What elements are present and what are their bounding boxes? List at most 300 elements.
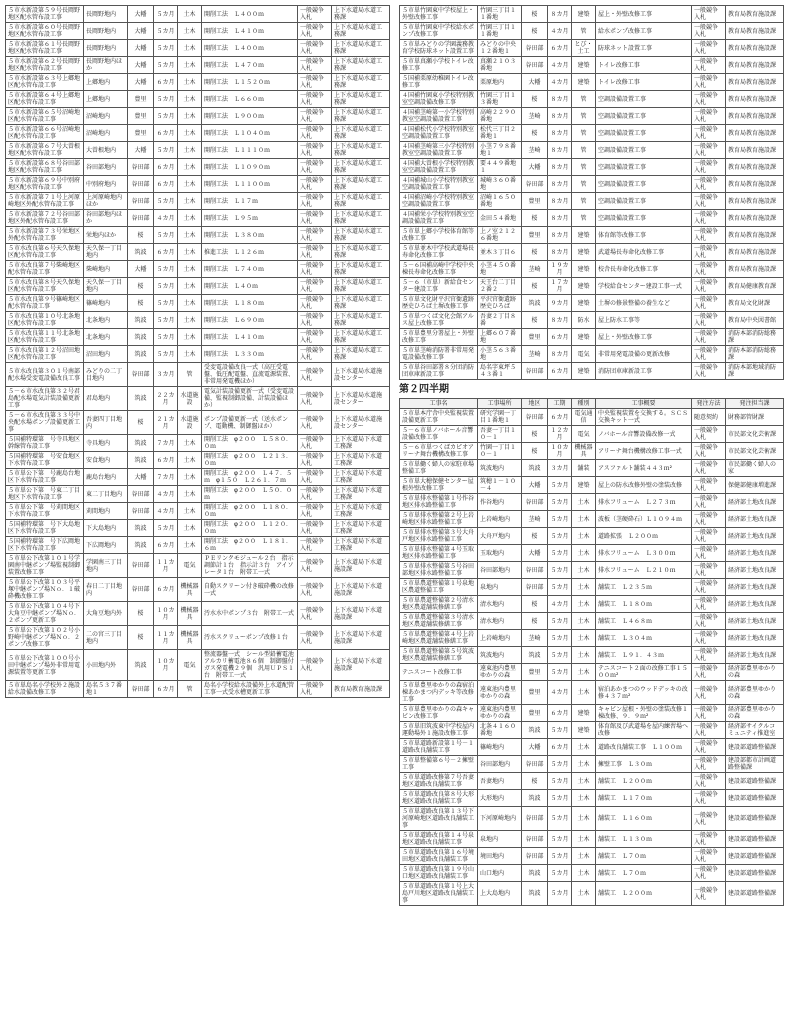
cell-bid-method: 一般競争入札 [692,142,726,159]
cell-project-name: ５市水改良第９号篠崎地区配水管布設工事 [6,295,84,312]
cell-location: 真瀬２１０３番地 [478,57,522,74]
cell-period: １１カ月 [154,626,178,650]
table-row [400,91,784,108]
cell-bid-method: 一般競争入札 [298,387,332,411]
cell-bid-method: 一般競争入札 [692,494,726,511]
table-row [400,363,784,380]
cell-project-name: ５市水新設第６３号上郷地区配水管布設工事 [6,74,84,91]
cell-bid-method: 一般競争入札 [298,210,332,227]
table-row [400,865,784,882]
cell-district: 谷田部 [522,363,548,380]
cell-bid-method: 一般競争入札 [298,469,332,486]
cell-summary: 開削工法 Ｌ４００ｍ [202,40,298,57]
cell-bid-method: 一般競争入札 [692,630,726,647]
cell-location: 大形地内 [478,790,522,807]
cell-department: 経済部土地改良課 [726,613,784,630]
cell-district: 大幡 [522,74,548,91]
cell-type: 土木 [572,865,596,882]
cell-department: 教育局教育施設課 [332,681,390,698]
cell-location: 篠崎地内 [478,739,522,756]
table-row [6,227,390,244]
cell-summary: 屋上防水工事等 [596,312,692,329]
cell-summary: 消防団車庫新設工事 [596,363,692,380]
cell-type: 建築 [572,278,596,295]
cell-bid-method: 一般競争入札 [692,23,726,40]
cell-period: ５カ月 [154,312,178,329]
cell-location: 筑波地内 [478,647,522,664]
table-row [400,773,784,790]
cell-district: 桜 [522,596,548,613]
cell-bid-method: 一般競争入札 [692,882,726,906]
cell-type: 管 [572,159,596,176]
cell-bid-method: 一般競争入札 [298,23,332,40]
cell-location: 上岩崎地内 [478,630,522,647]
cell-period: ５カ月 [548,494,572,511]
cell-summary: 開削工法 Ｌ１５２０ｍ [202,74,298,91]
cell-type: 建築 [572,363,596,380]
cell-type: 土木 [572,848,596,865]
cell-location: 松代三丁目２番地１ [478,125,522,142]
cell-bid-method: 一般競争入札 [692,176,726,193]
cell-type: 機械器具 [178,578,202,602]
table-row [400,882,784,906]
cell-summary: トイレ改修工事 [596,74,692,91]
cell-department: 上下水道局水道工務課 [332,125,390,142]
cell-location: 鹿島台地内 [84,469,128,486]
table-row [6,469,390,486]
cell-project-name: ５市単文化財平沢官衙遺跡歴史ひろば土塀改修工事 [400,295,478,312]
cell-project-name: ５市単排水整備第４号玉取地区排水路整備工事 [400,545,478,562]
cell-location: 北条４１６０番地 [478,722,522,739]
header-cell: 発注担当課 [726,399,784,409]
cell-bid-method: 一般競争入札 [298,626,332,650]
cell-bid-method: 一般競争入札 [692,57,726,74]
cell-district: 谷田部 [522,562,548,579]
cell-bid-method: 一般競争入札 [692,773,726,790]
table-row [400,227,784,244]
cell-bid-method: 一般競争入札 [692,477,726,494]
cell-location: 沼崎地内 [84,125,128,142]
cell-department: 上下水道局水道工務課 [332,346,390,363]
table-row [400,562,784,579]
cell-bid-method: 一般競争入札 [692,159,726,176]
cell-project-name: ５市単公下第 号鹿島台地区下水管布設工事 [6,469,84,486]
cell-bid-method: 一般競争入札 [298,40,332,57]
cell-period: ４カ月 [548,596,572,613]
cell-project-name: ５－６市水改良第３３号中央配水場ポンプ設備更新工事 [6,411,84,435]
cell-district: 桜 [522,312,548,329]
cell-district: 大幡 [522,739,548,756]
table-row [6,578,390,602]
cell-department: 経済部土地改良課 [726,579,784,596]
cell-project-name: ５市単竹園東中学校給水ポンプ改修工事 [400,23,478,40]
cell-project-name: ５市水改良第３０１号南部配水場受変電設備改良工事 [6,363,84,387]
cell-project-name: ４国補竹園東小学校特別教室空調設備改修工事 [400,91,478,108]
cell-summary: 舗装工 Ｌ１３０ｍ [596,831,692,848]
cell-location: 上河原崎地内ほか [84,193,128,210]
cell-summary: 屋上の防水改修外壁の塗装改修 [596,477,692,494]
cell-period: ７カ月 [154,469,178,486]
cell-project-name: ５市水改良第８号天久保地区配水管布設工事 [6,278,84,295]
cell-summary: 屋上・外壁改修工事 [596,6,692,23]
cell-period: ８カ月 [548,6,572,23]
cell-location: 北条地内 [84,329,128,346]
cell-department: 上下水道局水道工務課 [332,278,390,295]
cell-district: 筑波 [522,295,548,312]
cell-project-name: ５市単大穂保健センター屋根外壁改修工事 [400,477,478,494]
cell-type: 土木 [572,613,596,630]
cell-project-name: ５市単排水整備第１号作谷地区排水路整備工事 [400,494,478,511]
cell-period: ５カ月 [154,261,178,278]
cell-project-name: ５－６市単ノバホール音響設備改修工事 [400,426,478,443]
cell-district: 筑波 [128,387,154,411]
cell-location: 天王台二丁目２番２ [478,278,522,295]
cell-type: 電気 [178,650,202,681]
cell-bid-method: 一般競争入札 [298,452,332,469]
cell-project-name: ５市単谷田部署８分団消防団車庫新設工事 [400,363,478,380]
cell-district: 大幡 [522,159,548,176]
cell-bid-method: 一般競争入札 [298,193,332,210]
cell-period: ５カ月 [154,295,178,312]
cell-district: 谷田部 [128,554,154,578]
table-row [400,142,784,159]
cell-type: 土木 [178,520,202,537]
cell-department: 教育局教育施設課 [726,193,784,210]
cell-period: ５カ月 [154,40,178,57]
cell-bid-method: 一般競争入札 [298,74,332,91]
table-row [400,57,784,74]
cell-type: 建築 [572,329,596,346]
cell-project-name: ４国補松代小学校特別教室空調設備設置工事 [400,125,478,142]
cell-department: 上下水道局水道工務課 [332,295,390,312]
cell-bid-method: 一般競争入札 [692,125,726,142]
cell-department: 教育局教育施設課 [726,74,784,91]
cell-period: ６カ月 [154,74,178,91]
cell-summary: 開削工法 Ｌ１７ｍ [202,193,298,210]
cell-type: 建築 [572,244,596,261]
cell-period: １０カ月 [154,602,178,626]
cell-district: 大幡 [128,40,154,57]
table-row [6,210,390,227]
table-row [6,486,390,503]
cell-type: 管 [572,23,596,40]
cell-project-name: ５市単豊里ゆかりの森宿泊棟あかまつ内デッキ等改修工事 [400,681,478,705]
cell-type: 建築 [572,227,596,244]
cell-project-name: ５市単並木中学校武道場長寿命化改修工事 [400,244,478,261]
cell-project-name: ５市水新設第７３号栄地区外配水管布設工事 [6,227,84,244]
cell-period: ５カ月 [154,91,178,108]
cell-type: 水道施設 [178,387,202,411]
cell-department: 上下水道局水道工務課 [332,91,390,108]
table-row [6,142,390,159]
cell-project-name: ５市単旧筑波東中学校屋内運動場外１施設改修工事 [400,722,478,739]
cell-district: 豊里 [522,329,548,346]
cell-period: ６カ月 [154,159,178,176]
cell-period: ５カ月 [548,630,572,647]
cell-department: 保健部健康増進課 [726,477,784,494]
cell-summary: 学校給食センター建設工事一式 [596,278,692,295]
cell-department: 上下水道局水道工務課 [332,312,390,329]
cell-district: 筑波 [128,329,154,346]
cell-summary: 整流器盤一式 シール型鉛蓄電池アルカリ蓄電池８６個 制御盤付ガス発電機２９個 汎用ＵＰＳ１台 附帯工一式 [202,650,298,681]
cell-bid-method: 一般競争入札 [692,722,726,739]
cell-district: 茎崎 [522,346,548,363]
table-row [6,312,390,329]
cell-location: 谷田部地内ほか [84,210,128,227]
cell-department: 経済部土地改良課 [726,511,784,528]
table-row [6,435,390,452]
cell-bid-method: 一般競争入札 [298,602,332,626]
cell-period: ４カ月 [154,503,178,520]
cell-location: 中別府地内 [84,176,128,193]
cell-department: 上下水道局下水道工務課 [332,503,390,520]
cell-summary: 開削工法 Ｌ１１１０ｍ [202,142,298,159]
cell-bid-method: 一般競争入札 [298,176,332,193]
cell-location: 天久保一丁目地内 [84,244,128,261]
table-row [400,210,784,227]
cell-project-name: ５市単働く婦人の家駐車場整備工事 [400,460,478,477]
cell-location: 平沢官衙遺跡歴史ひろば [478,295,522,312]
cell-department: 上下水道局水道施設センター [332,363,390,387]
cell-period: ５カ月 [154,108,178,125]
cell-department: 教育局教育施設課 [726,176,784,193]
cell-project-name: ５市水新設第６８号谷田部地区配水管布設工事 [6,159,84,176]
cell-bid-method: 一般競争入札 [692,739,726,756]
table-row [6,411,390,435]
cell-department: 上下水道局水道工務課 [332,108,390,125]
cell-summary: 舗装工 Ｌ１７０ｍ [596,790,692,807]
cell-type: 建築 [572,261,596,278]
cell-department: 経済部土地改良課 [726,647,784,664]
cell-department: 市民部働く婦人の家 [726,460,784,477]
table-row [400,790,784,807]
cell-project-name: ５国補特環第 号安食地区下水管布設工事 [6,452,84,469]
cell-bid-method: 一般競争入札 [692,562,726,579]
cell-location: 大曽根地内 [84,142,128,159]
cell-summary: 給水ポンプ改修工事 [596,23,692,40]
cell-project-name: ５市単竹園東中学校屋上・外壁改修工事 [400,6,478,23]
cell-district: 大幡 [128,23,154,40]
cell-department: 建設部道路整備課 [726,739,784,756]
cell-type: 土木 [178,244,202,261]
cell-period: ５カ月 [548,848,572,865]
cell-location: 小茎７９８番地１ [478,142,522,159]
cell-bid-method: 一般競争入札 [298,312,332,329]
cell-project-name: ５市水改良第７号柴崎地区配水管布設工事 [6,261,84,278]
cell-bid-method: 一般競争入札 [692,295,726,312]
cell-period: ８カ月 [548,210,572,227]
cell-period: ８カ月 [548,312,572,329]
cell-period: ５カ月 [548,579,572,596]
cell-period: ４カ月 [548,681,572,705]
cell-district: 大幡 [128,261,154,278]
cell-project-name: ５市水新設第６２号長岡野地区配水管布設工事 [6,57,84,74]
cell-location: 並木３丁目６ [478,244,522,261]
cell-type: 土木 [572,664,596,681]
cell-summary: ポンプ設備更新一式（送水ポンプ、電動機、制御盤ほか） [202,411,298,435]
cell-department: 建設部道路整備課 [726,773,784,790]
header-cell: 地区 [522,399,548,409]
cell-location: 竹園一丁目１０－１ [478,443,522,460]
cell-summary: キャビン屋根・外壁の塗装改修１棟改修、９．９ｍ² [596,705,692,722]
cell-location: 北条地内 [84,312,128,329]
cell-project-name: ５市単公下改第１０３号平塚中継ポンプ場Ｎｏ．１破砕機改修工事 [6,578,84,602]
cell-type: 建築 [572,295,596,312]
cell-summary: 開削工法 Ｌ４７０ｍ [202,57,298,74]
cell-location: 谷田部地内 [478,562,522,579]
cell-period: ６カ月 [154,537,178,554]
cell-project-name: ５－６（市単）新給食センター建設工事 [400,278,478,295]
cell-bid-method: 一般競争入札 [298,108,332,125]
cell-period: ６カ月 [548,363,572,380]
cell-bid-method: 一般競争入札 [692,664,726,681]
cell-department: 上下水道局下水道工務課 [332,520,390,537]
cell-bid-method: 一般競争入札 [692,545,726,562]
cell-bid-method: 一般競争入札 [692,108,726,125]
cell-project-name: ５－６市単つくばカピオアリーナ舞台機構改修工事 [400,443,478,460]
cell-project-name: ５国補特環第 号寺具地区幹線管布設工事 [6,435,84,452]
cell-district: 筑波 [522,790,548,807]
cell-period: ６カ月 [548,409,572,426]
cell-summary: 武道場長寿命化改修工事 [596,244,692,261]
cell-type: 土木 [178,537,202,554]
cell-summary: 汚水スクリューポンプ改修１台 [202,626,298,650]
table-row [6,74,390,91]
cell-project-name: ４国補茎崎第三小学校特別教室空調設備設置工事 [400,142,478,159]
cell-department: 教育局教育施設課 [726,210,784,227]
cell-period: ４カ月 [548,23,572,40]
section-title-q2: 第２四半期 [399,384,449,395]
cell-project-name: ５市水新設第６６号沼崎地区配水管布設工事 [6,125,84,142]
cell-district: 大幡 [128,469,154,486]
cell-type: 土木 [572,630,596,647]
cell-type: 土木 [178,346,202,363]
cell-type: 土木 [178,108,202,125]
cell-bid-method: 一般競争入札 [692,528,726,545]
cell-type: 土木 [178,486,202,503]
cell-project-name: ５市単道路改良第１４号泉地区道路改良舗装工事 [400,831,478,848]
cell-project-name: ５市水新設第６４号上郷地区配水管布設工事 [6,91,84,108]
cell-district: 大幡 [128,6,154,23]
cell-type: 電気 [178,554,202,578]
cell-district: 豊里 [522,664,548,681]
table-row [6,520,390,537]
cell-department: 教育局教育施設課 [726,23,784,40]
cell-district: 茎崎 [522,142,548,159]
cell-department: 上下水道局水道工務課 [332,6,390,23]
cell-summary: 舗装工 Ｌ１６０ｍ [596,807,692,831]
table-row [400,807,784,831]
cell-project-name: テニスコート改修工事 [400,664,478,681]
cell-district: 大幡 [128,142,154,159]
cell-location: 上岩崎地内 [478,511,522,528]
cell-period: ７カ月 [154,435,178,452]
cell-bid-method: 一般競争入札 [692,210,726,227]
cell-district: 桜 [522,125,548,142]
cell-location: 大舟戸地内 [478,528,522,545]
cell-project-name: ５市単排水整備第２号上岩崎地区排水路整備工事 [400,511,478,528]
cell-district: 筑波 [128,537,154,554]
cell-project-name: ５市単道路改修第７号吾妻地区道路改良舗装工事 [400,773,478,790]
cell-period: ５カ月 [154,142,178,159]
cell-bid-method: 一般競争入札 [692,227,726,244]
cell-bid-method: 一般競争入札 [692,613,726,630]
table-row [6,108,390,125]
table-row [400,722,784,739]
cell-bid-method: 一般競争入札 [298,227,332,244]
cell-type: 機械器具 [178,602,202,626]
cell-summary: 電気計装設備更新一式（受変電設備、監視制御設備、計装設備ほか） [202,387,298,411]
table-row [6,261,390,278]
header-cell: 発注方法 [692,399,726,409]
cell-summary: 舗装工 Ｌ１８０ｍ [596,596,692,613]
cell-period: ５カ月 [154,6,178,23]
cell-summary: 排水フリューム Ｌ２１０ｍ [596,562,692,579]
cell-district: 桜 [522,244,548,261]
cell-summary: 中央監視装置を交換する。ＳＣＳ交換キット一式 [596,409,692,426]
cell-department: 経済部土地改良課 [726,562,784,579]
construction-table-q2 [399,398,784,906]
cell-project-name: ５市単茎崎消防署非常用発電設備改修工事 [400,346,478,363]
cell-bid-method: 一般競争入札 [298,329,332,346]
cell-district: 筑波 [522,460,548,477]
cell-department: 上下水道局下水道施設課 [332,626,390,650]
cell-type: 管 [572,176,596,193]
cell-type: 水道施設 [178,411,202,435]
cell-summary: 舗装工 Ｌ４６８ｍ [596,613,692,630]
cell-type: 土木 [178,125,202,142]
cell-department: 教育局中央図書館 [726,312,784,329]
construction-table-right-top [399,5,784,380]
cell-summary: 校舎長寿命化改修工事 [596,261,692,278]
cell-location: 遠東池内豊里ゆかりの森 [478,664,522,681]
cell-district: 谷田部 [522,848,548,865]
table-row [6,23,390,40]
cell-department: 建設部道路整備課 [726,790,784,807]
cell-district: 筑波 [522,882,548,906]
cell-department: 消防本部消防総務課 [726,329,784,346]
cell-type: 土木 [572,494,596,511]
table-row [400,848,784,865]
cell-department: 教育局教育施設課 [726,108,784,125]
cell-project-name: ５市単道路改良第８号大形地区道路改良舗装工事 [400,790,478,807]
table-row [400,295,784,312]
cell-location: 篠崎地内 [84,295,128,312]
table-row [400,193,784,210]
cell-period: ５カ月 [548,511,572,528]
cell-department: 教育局教育施設課 [726,6,784,23]
cell-summary: ＰＥリンクモジュール２台 指示調節計１台 指示計３台 アイソレータ１台 附帯工一式 [202,554,298,578]
cell-type: 舗装 [572,460,596,477]
cell-department: 上下水道局下水道施設課 [332,578,390,602]
cell-location: 君島地内 [84,387,128,411]
left-column [5,5,389,698]
cell-project-name: ５市単公下改第１０４号下大角豆中継ポンプ場Ｎｏ．２ポンプ更新工事 [6,602,84,626]
cell-period: ６カ月 [548,739,572,756]
cell-bid-method: 一般競争入札 [692,647,726,664]
cell-type: 土木 [572,681,596,705]
cell-location: 研究学園一丁目１番地１ [478,409,522,426]
cell-bid-method: 一般競争入札 [692,91,726,108]
cell-type: 防水 [572,312,596,329]
cell-project-name: ５市単農道整備第５号筑波地区農道舗装修繕工事 [400,647,478,664]
header-row [400,399,784,409]
cell-period: ５カ月 [154,193,178,210]
cell-department: 上下水道局水道工務課 [332,159,390,176]
cell-type: 土木 [178,278,202,295]
cell-period: ９カ月 [548,295,572,312]
cell-bid-method: 一般競争入札 [298,411,332,435]
